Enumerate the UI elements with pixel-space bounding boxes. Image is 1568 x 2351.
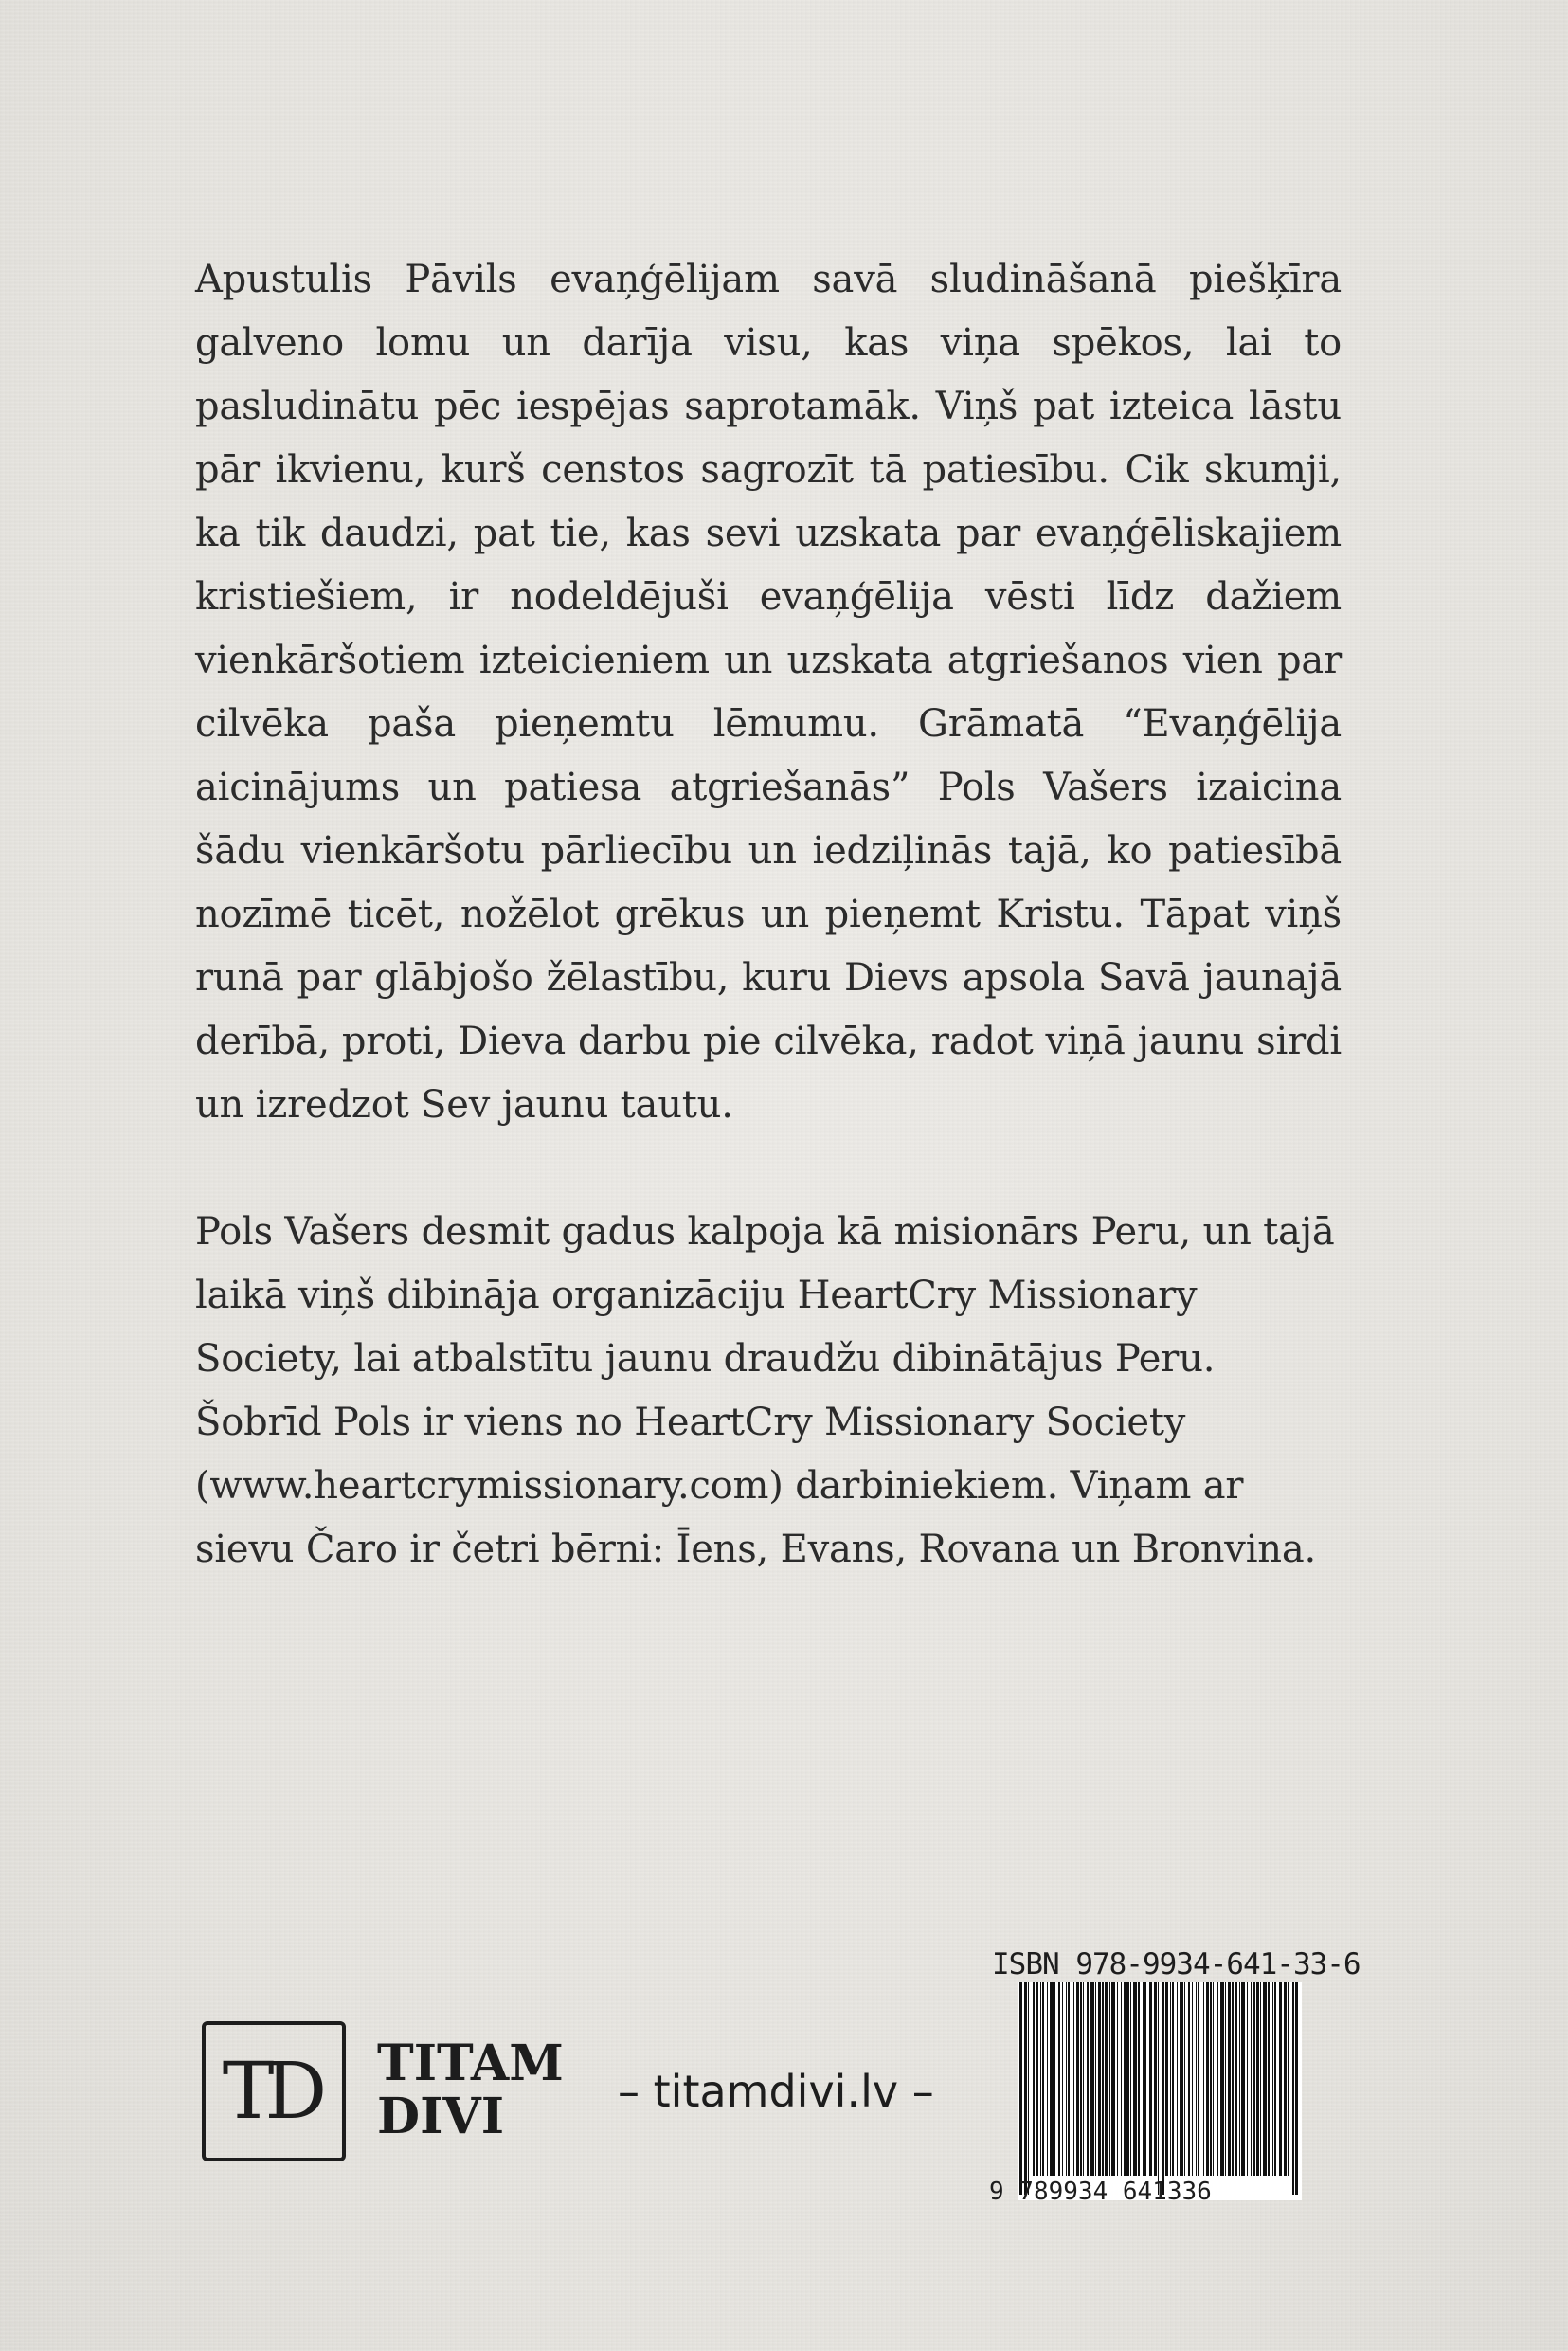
publisher-logo-mark: TD	[222, 2046, 318, 2137]
barcode-bar	[1288, 1982, 1289, 2176]
barcode-bar	[1253, 1982, 1255, 2176]
barcode-bar	[1284, 1982, 1287, 2176]
barcode-bar	[1158, 1982, 1159, 2195]
barcode-bar	[1198, 1982, 1199, 2176]
barcode-digits: 9 789934 641336	[989, 2178, 1212, 2206]
barcode-bar	[1274, 1982, 1276, 2176]
barcode-bar	[1220, 1982, 1224, 2176]
barcode-bar	[1188, 1982, 1190, 2176]
publisher-name-line1: TITAM	[377, 2035, 564, 2092]
barcode-bar	[1036, 1982, 1038, 2176]
barcode-bars	[1018, 1982, 1302, 2200]
barcode-bar	[1239, 1982, 1240, 2176]
barcode-bar	[1144, 1982, 1146, 2176]
barcode-bar	[1279, 1982, 1282, 2176]
barcode-bar	[1263, 1982, 1267, 2176]
barcode-bar	[1117, 1982, 1118, 2176]
barcode-bar	[1133, 1982, 1137, 2176]
back-cover-text	[195, 248, 1342, 1582]
barcode-bar	[1170, 1982, 1171, 2176]
barcode-bar	[1272, 1982, 1273, 2176]
barcode-bar	[1206, 1982, 1209, 2176]
book-description: Apustulis Pāvils evaņģēlijam savā sludināšanā piešķīra galveno lomu un darīja visu, kas viņa spēkos, lai to pasludinātu pēc iespējas saprotamāk. Viņš pat izteica lāstu pār ikvienu, kurš censtos sagrozīt tā patiesību. Cik skumji, ka tik daudzi, pat tie, kas sevi uzskata par evaņģēliskajiem kristiešiem, ir nodeldējuši evaņģēlija vēsti līdz dažiem vienkāršotiem izteicieniem un uzskata atgriešanos vien par cilvēka paša pieņemtu lēmumu. Grāmatā “Evaņģēlija aicinājums un patiesa atgriešanās” Pols Vašers izaicina šādu vienkāršotu pārliecību un iedziļinās tajā, ko patiesībā nozīmē ticēt, nožēlot grēkus un pieņemt Kristu. Tāpat viņš runā par glābjošo žēlastību, kuru Dievs apsola Savā jaunajā derībā, proti, Dieva darbu pie cilvēka, radot viņā jaunu sirdi un izredzot Sev jaunu tautu.	[195, 258, 1342, 1127]
barcode-bar	[1210, 1982, 1212, 2176]
barcode-bar	[1058, 1982, 1060, 2176]
barcode-bar	[1177, 1982, 1178, 2176]
barcode-bar	[1203, 1982, 1204, 2176]
barcode-bar	[1154, 1982, 1157, 2176]
barcode-bar	[1162, 1982, 1164, 2195]
barcode-bar	[1024, 1982, 1027, 2195]
barcode-bar	[1033, 1982, 1035, 2176]
barcode-bar	[1196, 1982, 1197, 2176]
barcode-bar	[1143, 1982, 1144, 2176]
isbn-barcode	[1018, 1982, 1302, 2200]
barcode-bar	[1121, 1982, 1122, 2176]
barcode-bar	[1111, 1982, 1115, 2176]
barcode-bar	[1124, 1982, 1126, 2176]
barcode-bar	[1247, 1982, 1248, 2176]
barcode-bar	[1083, 1982, 1084, 2176]
barcode-bar	[1241, 1982, 1245, 2176]
barcode-bar	[1062, 1982, 1063, 2176]
barcode-bar	[1172, 1982, 1174, 2176]
barcode-bar	[1087, 1982, 1089, 2176]
barcode-bar	[1256, 1982, 1259, 2176]
barcode-bar	[1090, 1982, 1094, 2176]
barcode-bar	[1105, 1982, 1108, 2176]
barcode-bar	[1213, 1982, 1214, 2176]
barcode-bar	[1149, 1982, 1152, 2176]
barcode-bar	[1068, 1982, 1070, 2176]
publisher-website: – titamdivi.lv –	[618, 2066, 934, 2117]
publisher-name-line2: DIVI	[377, 2088, 505, 2145]
barcode-bar	[1098, 1982, 1101, 2176]
barcode-bar	[1054, 1982, 1055, 2176]
barcode-bar	[1192, 1982, 1193, 2176]
barcode-bar	[1066, 1982, 1067, 2176]
barcode-bar	[1130, 1982, 1131, 2176]
barcode-bar	[1251, 1982, 1252, 2176]
publisher-name	[377, 2037, 564, 2143]
barcode-bar	[1073, 1982, 1074, 2176]
barcode-bar	[1295, 1982, 1298, 2195]
barcode-bar	[1047, 1982, 1048, 2176]
barcode-bar	[1028, 1982, 1029, 2195]
barcode-bar	[1225, 1982, 1226, 2176]
barcode-bar	[1235, 1982, 1237, 2176]
barcode-bar	[1019, 1982, 1022, 2195]
barcode-bar	[1126, 1982, 1129, 2176]
barcode-bar	[1228, 1982, 1231, 2176]
author-bio: Pols Vašers desmit gadus kalpoja kā misionārs Peru, un tajā laikā viņš dibināja organizāciju HeartCry Missionary Society, lai atbalstītu jaunu draudžu dibinātājus Peru. Šobrīd Pols ir viens no HeartCry Missionary Society (www.heartcrymissionary.com) darbiniekiem. Viņam ar sievu Čaro ir četri bērni: Īens, Evans, Rovana un Bronvina.	[195, 1210, 1335, 1571]
barcode-bar	[1080, 1982, 1082, 2176]
barcode-bar	[1165, 1982, 1168, 2176]
barcode-bar	[1232, 1982, 1234, 2176]
barcode-bar	[1268, 1982, 1270, 2176]
isbn-label: ISBN 978-9934-641-33-6	[992, 1947, 1361, 1981]
barcode-bar	[1095, 1982, 1096, 2176]
barcode-bar	[1102, 1982, 1104, 2176]
barcode-bar	[1217, 1982, 1218, 2176]
barcode-bar	[1050, 1982, 1054, 2176]
barcode-bar	[1040, 1982, 1041, 2176]
barcode-bar	[1292, 1982, 1294, 2195]
barcode-bar	[1042, 1982, 1044, 2176]
barcode-bar	[1184, 1982, 1185, 2176]
barcode-bar	[1109, 1982, 1110, 2176]
barcode-bar	[1076, 1982, 1079, 2176]
barcode-bar	[1260, 1982, 1261, 2176]
publisher-logo	[202, 2021, 346, 2161]
barcode-bar	[1138, 1982, 1140, 2176]
barcode-bar	[1180, 1982, 1183, 2176]
